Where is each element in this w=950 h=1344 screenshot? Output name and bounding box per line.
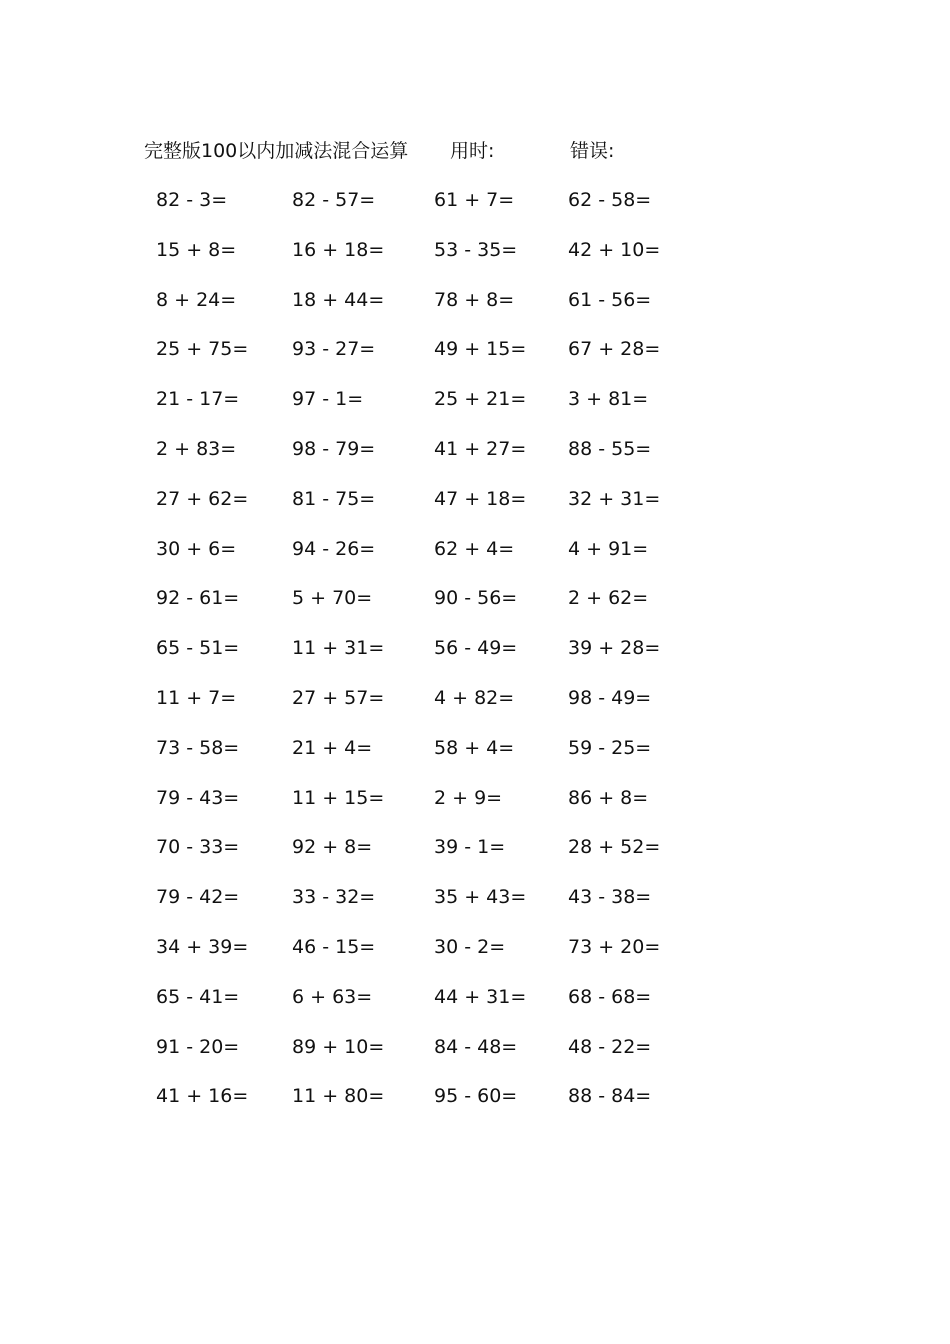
math-problem: 47 + 18= [434, 487, 527, 510]
problem-grid [0, 184, 950, 1130]
problem-row [0, 1080, 950, 1130]
math-problem: 73 - 58= [156, 736, 240, 759]
problem-row [0, 433, 950, 483]
math-problem: 44 + 31= [434, 985, 527, 1008]
math-problem: 28 + 52= [568, 836, 661, 859]
math-problem: 43 - 38= [568, 886, 652, 909]
math-problem: 49 + 15= [434, 338, 527, 361]
math-problem: 82 - 57= [292, 189, 376, 211]
math-problem: 41 + 16= [156, 1085, 249, 1108]
math-problem: 35 + 43= [434, 886, 527, 909]
math-problem: 81 - 75= [292, 487, 376, 510]
math-problem: 15 + 8= [156, 238, 237, 261]
math-problem: 68 - 68= [568, 985, 652, 1008]
math-problem: 48 - 22= [568, 1035, 652, 1058]
math-problem: 11 + 80= [292, 1085, 385, 1108]
problem-row [0, 782, 950, 832]
math-problem: 39 + 28= [568, 637, 661, 660]
math-problem: 58 + 4= [434, 736, 515, 759]
math-problem: 11 + 31= [292, 637, 385, 660]
math-problem: 98 - 49= [568, 686, 652, 709]
math-problem: 30 + 6= [156, 537, 237, 560]
problem-row [0, 533, 950, 583]
math-problem: 11 + 7= [156, 686, 237, 709]
math-problem: 32 + 31= [568, 487, 661, 510]
math-problem: 65 - 41= [156, 985, 240, 1008]
math-problem: 62 + 4= [434, 537, 515, 560]
math-problem: 5 + 70= [292, 587, 373, 610]
math-problem: 86 + 8= [568, 786, 649, 809]
problem-row [0, 1031, 950, 1081]
math-problem: 88 - 55= [568, 437, 652, 460]
problem-row [0, 333, 950, 383]
math-problem: 91 - 20= [156, 1035, 240, 1058]
math-problem: 88 - 84= [568, 1085, 652, 1108]
problem-row [0, 732, 950, 782]
problem-row [0, 383, 950, 433]
math-problem: 93 - 27= [292, 338, 376, 361]
math-problem: 30 - 2= [434, 935, 506, 958]
problem-row [0, 184, 950, 234]
errors-label: 错误: [570, 140, 615, 162]
math-problem: 34 + 39= [156, 935, 249, 958]
problem-row [0, 284, 950, 334]
math-problem: 95 - 60= [434, 1085, 518, 1108]
math-problem: 4 + 82= [434, 686, 515, 709]
math-problem: 21 - 17= [156, 388, 240, 411]
time-used-label: 用时: [450, 140, 495, 162]
math-problem: 62 - 58= [568, 189, 652, 211]
math-problem: 41 + 27= [434, 437, 527, 460]
math-problem: 18 + 44= [292, 288, 385, 311]
math-problem: 79 - 42= [156, 886, 240, 909]
math-problem: 70 - 33= [156, 836, 240, 859]
math-problem: 92 - 61= [156, 587, 240, 610]
math-problem: 25 + 75= [156, 338, 249, 361]
math-problem: 16 + 18= [292, 238, 385, 261]
math-problem: 11 + 15= [292, 786, 385, 809]
math-problem: 59 - 25= [568, 736, 652, 759]
math-problem: 3 + 81= [568, 388, 649, 411]
math-problem: 2 + 83= [156, 437, 237, 460]
math-problem: 61 - 56= [568, 288, 652, 311]
math-problem: 78 + 8= [434, 288, 515, 311]
math-problem: 65 - 51= [156, 637, 240, 660]
math-problem: 39 - 1= [434, 836, 506, 859]
problem-row [0, 483, 950, 533]
problem-row [0, 632, 950, 682]
math-problem: 4 + 91= [568, 537, 649, 560]
math-problem: 79 - 43= [156, 786, 240, 809]
math-problem: 8 + 24= [156, 288, 237, 311]
math-problem: 27 + 62= [156, 487, 249, 510]
math-problem: 21 + 4= [292, 736, 373, 759]
math-problem: 98 - 79= [292, 437, 376, 460]
math-problem: 90 - 56= [434, 587, 518, 610]
math-problem: 33 - 32= [292, 886, 376, 909]
problem-row [0, 931, 950, 981]
math-problem: 25 + 21= [434, 388, 527, 411]
math-problem: 97 - 1= [292, 388, 364, 411]
math-problem: 2 + 62= [568, 587, 649, 610]
math-problem: 6 + 63= [292, 985, 373, 1008]
math-problem: 53 - 35= [434, 238, 518, 261]
math-problem: 94 - 26= [292, 537, 376, 560]
math-problem: 2 + 9= [434, 786, 503, 809]
problem-row [0, 234, 950, 284]
problem-row [0, 682, 950, 732]
math-problem: 46 - 15= [292, 935, 376, 958]
worksheet-header [144, 136, 644, 166]
math-problem: 92 + 8= [292, 836, 373, 859]
problem-row [0, 582, 950, 632]
worksheet-title: 完整版100以内加减法混合运算 [144, 140, 409, 162]
problem-row [0, 831, 950, 881]
math-problem: 27 + 57= [292, 686, 385, 709]
problem-row [0, 981, 950, 1031]
problem-row [0, 881, 950, 931]
math-problem: 61 + 7= [434, 189, 515, 211]
math-problem: 82 - 3= [156, 189, 228, 211]
math-problem: 84 - 48= [434, 1035, 518, 1058]
math-problem: 42 + 10= [568, 238, 661, 261]
math-problem: 89 + 10= [292, 1035, 385, 1058]
math-problem: 73 + 20= [568, 935, 661, 958]
math-problem: 67 + 28= [568, 338, 661, 361]
math-problem: 56 - 49= [434, 637, 518, 660]
